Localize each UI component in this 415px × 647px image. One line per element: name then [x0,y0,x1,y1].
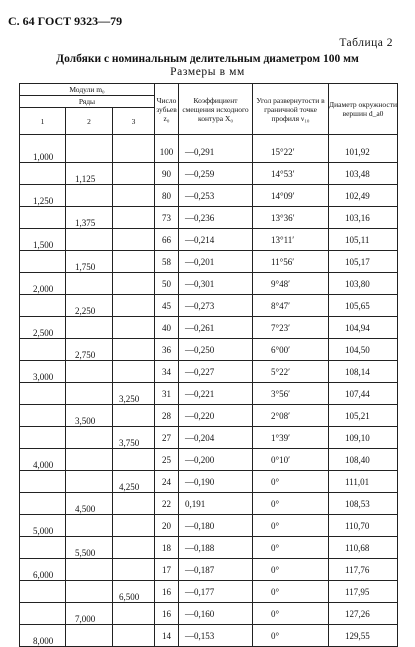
teeth-cell: 36 [155,339,179,361]
header-rows: Ряды [20,96,155,108]
teeth-cell: 80 [155,185,179,207]
teeth-cell: 34 [155,361,179,383]
diameter-cell: 103,16 [329,207,398,229]
diameter-cell: 102,49 [329,185,398,207]
table-row [20,229,398,251]
teeth-cell: 31 [155,383,179,405]
angle-cell: 13°11′ [253,229,329,251]
table-row [20,537,398,559]
module-row2-cell [66,625,113,647]
shift-cell: —0,190 [179,471,253,493]
module-row1-cell: 1,500 [20,229,66,251]
module-row3-cell [113,207,155,229]
module-row2-cell [66,559,113,581]
module-row3-cell [113,185,155,207]
table-row [20,361,398,383]
diameter-cell: 105,65 [329,295,398,317]
module-row2-cell: 5,500 [66,537,113,559]
diameter-cell: 105,21 [329,405,398,427]
shift-cell: —0,200 [179,449,253,471]
header-angle: Угол развернутости в граничной точке профиля ν₁₀ [253,84,329,135]
diameter-cell: 109,10 [329,427,398,449]
diameter-cell: 101,92 [329,135,398,163]
table-row [20,207,398,229]
module-row3-cell: 4,250 [113,471,155,493]
table-row [20,603,398,625]
table-row [20,317,398,339]
diameter-cell: 110,68 [329,537,398,559]
shift-cell: —0,187 [179,559,253,581]
shift-cell: —0,188 [179,537,253,559]
module-row3-cell [113,405,155,427]
module-row3-cell [113,273,155,295]
table-row [20,581,398,603]
angle-cell: 0° [253,537,329,559]
shift-cell: —0,259 [179,163,253,185]
module-row3-cell [113,625,155,647]
shift-cell: —0,250 [179,339,253,361]
angle-cell: 9°48′ [253,273,329,295]
module-row1-cell: 1,250 [20,185,66,207]
diameter-cell: 110,70 [329,515,398,537]
shift-cell: —0,220 [179,405,253,427]
table-row [20,405,398,427]
module-row2-cell [66,361,113,383]
angle-cell: 11°56′ [253,251,329,273]
angle-cell: 15°22′ [253,135,329,163]
modules-table [19,83,398,647]
module-row1-cell: 6,000 [20,559,66,581]
shift-cell: —0,301 [179,273,253,295]
shift-cell: —0,273 [179,295,253,317]
teeth-cell: 14 [155,625,179,647]
angle-cell: 14°09′ [253,185,329,207]
table-row [20,515,398,537]
angle-cell: 0° [253,603,329,625]
teeth-cell: 90 [155,163,179,185]
module-row1-cell [20,163,66,185]
module-row2-cell [66,515,113,537]
module-row1-cell: 2,500 [20,317,66,339]
module-row2-cell [66,449,113,471]
module-row2-cell: 3,500 [66,405,113,427]
diameter-cell: 104,50 [329,339,398,361]
angle-cell: 0°10′ [253,449,329,471]
module-row1-cell [20,383,66,405]
table-head [20,84,398,135]
diameter-cell: 108,14 [329,361,398,383]
table-row [20,163,398,185]
module-row2-cell [66,581,113,603]
header-row-2: 2 [66,108,113,135]
module-row3-cell [113,493,155,515]
table-row [20,427,398,449]
angle-cell: 0° [253,625,329,647]
shift-cell: —0,291 [179,135,253,163]
module-row1-cell: 4,000 [20,449,66,471]
module-row1-cell [20,207,66,229]
teeth-cell: 28 [155,405,179,427]
teeth-cell: 16 [155,581,179,603]
module-row1-cell [20,603,66,625]
table-row [20,185,398,207]
module-row2-cell: 4,500 [66,493,113,515]
module-row3-cell: 3,750 [113,427,155,449]
table-row [20,135,398,163]
module-row3-cell [113,603,155,625]
angle-cell: 2°08′ [253,405,329,427]
module-row2-cell [66,383,113,405]
teeth-cell: 73 [155,207,179,229]
module-row3-cell [113,515,155,537]
module-row2-cell: 1,750 [66,251,113,273]
table-row [20,493,398,515]
module-row2-cell: 2,750 [66,339,113,361]
diameter-cell: 104,94 [329,317,398,339]
module-row3-cell [113,361,155,383]
module-row3-cell [113,229,155,251]
angle-cell: 3°56′ [253,383,329,405]
table-row [20,339,398,361]
angle-cell: 0° [253,581,329,603]
teeth-cell: 100 [155,135,179,163]
teeth-cell: 50 [155,273,179,295]
module-row3-cell [113,163,155,185]
teeth-cell: 40 [155,317,179,339]
module-row3-cell [113,251,155,273]
teeth-cell: 18 [155,537,179,559]
angle-cell: 14°53′ [253,163,329,185]
module-row2-cell [66,273,113,295]
module-row1-cell: 8,000 [20,625,66,647]
module-row3-cell [113,537,155,559]
diameter-cell: 117,76 [329,559,398,581]
module-row1-cell: 2,000 [20,273,66,295]
angle-cell: 8°47′ [253,295,329,317]
teeth-cell: 25 [155,449,179,471]
teeth-cell: 27 [155,427,179,449]
module-row3-cell [113,449,155,471]
shift-cell: —0,253 [179,185,253,207]
module-row2-cell [66,471,113,493]
table-title: Долбяки с номинальным делительным диаметром 100 мм [56,53,359,65]
table-row [20,295,398,317]
module-row3-cell [113,317,155,339]
diameter-cell: 117,95 [329,581,398,603]
shift-cell: —0,204 [179,427,253,449]
table-subtitle: Размеры в мм [170,66,245,78]
module-row1-cell: 5,000 [20,515,66,537]
module-row2-cell [66,229,113,251]
module-row1-cell [20,295,66,317]
shift-cell: —0,221 [179,383,253,405]
header-teeth: Число зубьев z₀ [155,84,179,135]
module-row1-cell: 3,000 [20,361,66,383]
module-row3-cell [113,339,155,361]
module-row3-cell: 3,250 [113,383,155,405]
module-row2-cell [66,135,113,163]
diameter-cell: 127,26 [329,603,398,625]
header-modules: Модули m₀ [20,84,155,96]
diameter-cell: 129,55 [329,625,398,647]
module-row1-cell [20,405,66,427]
teeth-cell: 17 [155,559,179,581]
teeth-cell: 16 [155,603,179,625]
diameter-cell: 103,80 [329,273,398,295]
page-header: С. 64 ГОСТ 9323—79 [8,14,123,28]
header-row-1: 1 [20,108,66,135]
module-row1-cell [20,493,66,515]
diameter-cell: 107,44 [329,383,398,405]
module-row1-cell [20,471,66,493]
module-row3-cell: 6,500 [113,581,155,603]
teeth-cell: 20 [155,515,179,537]
module-row1-cell [20,251,66,273]
table-row [20,251,398,273]
diameter-cell: 103,48 [329,163,398,185]
shift-cell: —0,201 [179,251,253,273]
module-row3-cell [113,135,155,163]
module-row1-cell: 1,000 [20,135,66,163]
table-row [20,273,398,295]
table-row [20,383,398,405]
teeth-cell: 24 [155,471,179,493]
module-row2-cell: 1,125 [66,163,113,185]
table-number: Таблица 2 [339,37,393,49]
angle-cell: 0° [253,493,329,515]
angle-cell: 7°23′ [253,317,329,339]
shift-cell: 0,191 [179,493,253,515]
header-row-3: 3 [113,108,155,135]
teeth-cell: 22 [155,493,179,515]
teeth-cell: 45 [155,295,179,317]
shift-cell: —0,180 [179,515,253,537]
diameter-cell: 108,53 [329,493,398,515]
module-row1-cell [20,427,66,449]
diameter-cell: 111,01 [329,471,398,493]
shift-cell: —0,214 [179,229,253,251]
angle-cell: 0° [253,471,329,493]
table-row [20,625,398,647]
teeth-cell: 66 [155,229,179,251]
module-row3-cell [113,295,155,317]
module-row2-cell: 1,375 [66,207,113,229]
diameter-cell: 105,11 [329,229,398,251]
shift-cell: —0,177 [179,581,253,603]
diameter-cell: 108,40 [329,449,398,471]
module-row2-cell [66,185,113,207]
angle-cell: 0° [253,515,329,537]
table-body [20,135,398,647]
module-row1-cell [20,537,66,559]
module-row3-cell [113,559,155,581]
shift-cell: —0,236 [179,207,253,229]
header-diameter: Диаметр окружности вершин d_a0 [329,84,398,135]
module-row2-cell [66,427,113,449]
table-row [20,559,398,581]
module-row1-cell [20,581,66,603]
module-row1-cell [20,339,66,361]
header-shift: Коэффициент смещения исходного контура X₀ [179,84,253,135]
angle-cell: 0° [253,559,329,581]
shift-cell: —0,160 [179,603,253,625]
module-row2-cell: 2,250 [66,295,113,317]
angle-cell: 6°00′ [253,339,329,361]
table-row [20,471,398,493]
angle-cell: 5°22′ [253,361,329,383]
shift-cell: —0,227 [179,361,253,383]
shift-cell: —0,153 [179,625,253,647]
module-row2-cell [66,317,113,339]
table-row [20,449,398,471]
diameter-cell: 105,17 [329,251,398,273]
module-row2-cell: 7,000 [66,603,113,625]
angle-cell: 1°39′ [253,427,329,449]
shift-cell: —0,261 [179,317,253,339]
angle-cell: 13°36′ [253,207,329,229]
teeth-cell: 58 [155,251,179,273]
